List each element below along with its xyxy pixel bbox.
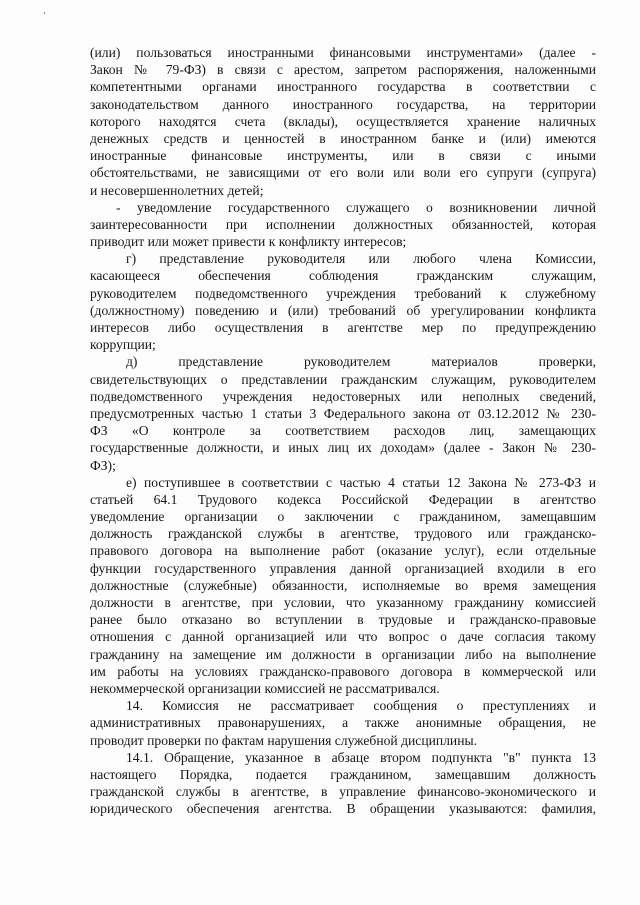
text-line: и несовершеннолетних детей; — [90, 182, 264, 198]
text-line: законодательством данного иностранного государства, на территории — [90, 96, 596, 112]
text-line: иностранные финансовые инструменты, или в связи с иными — [90, 148, 596, 164]
text-line: ранее было отказано во вступлении в трудовые и гражданско-правовые — [90, 612, 596, 628]
scan-speck — [44, 12, 45, 14]
text-line: коррупции; — [90, 337, 156, 353]
text-line: Закон № 79-ФЗ) в связи с арестом, запретом распоряжения, наложенными — [90, 62, 596, 78]
text-line: правового договора на выполнение работ (оказание услуг), если отдельные — [90, 543, 596, 559]
text-line: функции государственного управления данной организацией входили в его — [90, 560, 596, 576]
text-line: юридического обеспечения агентства. В обращении указываются: фамилия, — [90, 801, 596, 817]
text-line: отношения с данной организацией или что вопрос о даче согласия такому — [90, 629, 596, 645]
text-line: компетентными органами иностранного государства в соответствии с — [90, 79, 596, 95]
text-line: ФЗ «О контроле за соответствием расходов лиц, замещающих — [90, 423, 596, 439]
text-line: свидетельствующих о представлении гражданским служащим, руководителем — [90, 371, 596, 387]
text-line: настоящего Порядка, подается гражданином, замещавшим должность — [90, 766, 596, 782]
text-line: должность гражданской службы в агентстве, трудового или гражданско- — [90, 526, 596, 542]
text-line: гражданской службы в агентстве, в управление финансово-экономического и — [90, 784, 596, 800]
text-line: (должностному) поведению и (или) требований об урегулировании конфликта — [90, 302, 596, 318]
text-line: 14. Комиссия не рассматривает сообщения о преступлениях и — [126, 698, 596, 714]
text-line: (или) пользоваться иностранными финансовыми инструментами» (далее - — [90, 45, 596, 60]
text-line: д) представление руководителем материалов проверки, — [126, 354, 596, 370]
text-line: обстоятельствами, не зависящими от его воли или воли его супруги (супруга) — [90, 165, 596, 181]
text-line: 14.1. Обращение, указанное в абзаце втором подпункта "в" пункта 13 — [126, 749, 596, 765]
text-line: должности в агентстве, при условии, что указанному гражданину комиссией — [90, 595, 596, 610]
text-line: приводит или может привести к конфликту интересов; — [90, 234, 407, 250]
text-line: административных правонарушениях, а также анонимные обращения, не — [90, 715, 596, 731]
text-line: им работы на условиях гражданско-правового договора в коммерческой или — [90, 663, 596, 679]
text-line: - уведомление государственного служащего о возникновении личной — [116, 199, 596, 215]
text-line: уведомление организации о заключении с гражданином, замещавшим — [90, 509, 596, 525]
text-line: проводит проверки по фактам нарушения служебной дисциплины. — [90, 732, 478, 748]
text-line: гражданину на замещение им должности в организации либо на выполнение — [90, 646, 596, 662]
text-line: некоммерческой организации комиссией не рассматривался. — [90, 680, 440, 696]
text-line: ФЗ); — [90, 457, 116, 473]
text-line: подведомственного учреждения недостоверных или неполных сведений, — [90, 388, 596, 404]
text-line: касающееся обеспечения соблюдения гражданским служащим, — [90, 268, 596, 284]
text-line: г) представление руководителя или любого члена Комиссии, — [126, 251, 596, 267]
text-line: е) поступившее в соответствии с частью 4 статьи 12 Закона № 273-ФЗ и — [126, 474, 596, 490]
text-line: руководителем подведомственного учреждения требований к служебному — [90, 285, 596, 301]
text-line: интересов либо осуществления в агентстве мер по предупреждению — [90, 320, 596, 335]
text-line: заинтересованности при исполнении должностных обязанностей, которая — [90, 216, 596, 232]
text-line: предусмотренных частью 1 статьи 3 Федерального закона от 03.12.2012 № 230- — [90, 405, 596, 421]
text-line: денежных средств и ценностей в иностранном банке и (или) имеются — [90, 130, 596, 146]
document-body — [90, 44, 596, 817]
text-line: государственные должности, и иных лиц их доходам» (далее - Закон № 230- — [90, 440, 596, 456]
text-line: статьей 64.1 Трудового кодекса Российской Федерации в агентство — [90, 491, 596, 507]
text-line: должностные (служебные) обязанности, исполняемые во время замещения — [90, 577, 596, 593]
text-line: которого находятся счета (вклады), осуществляется хранение наличных — [90, 113, 596, 129]
